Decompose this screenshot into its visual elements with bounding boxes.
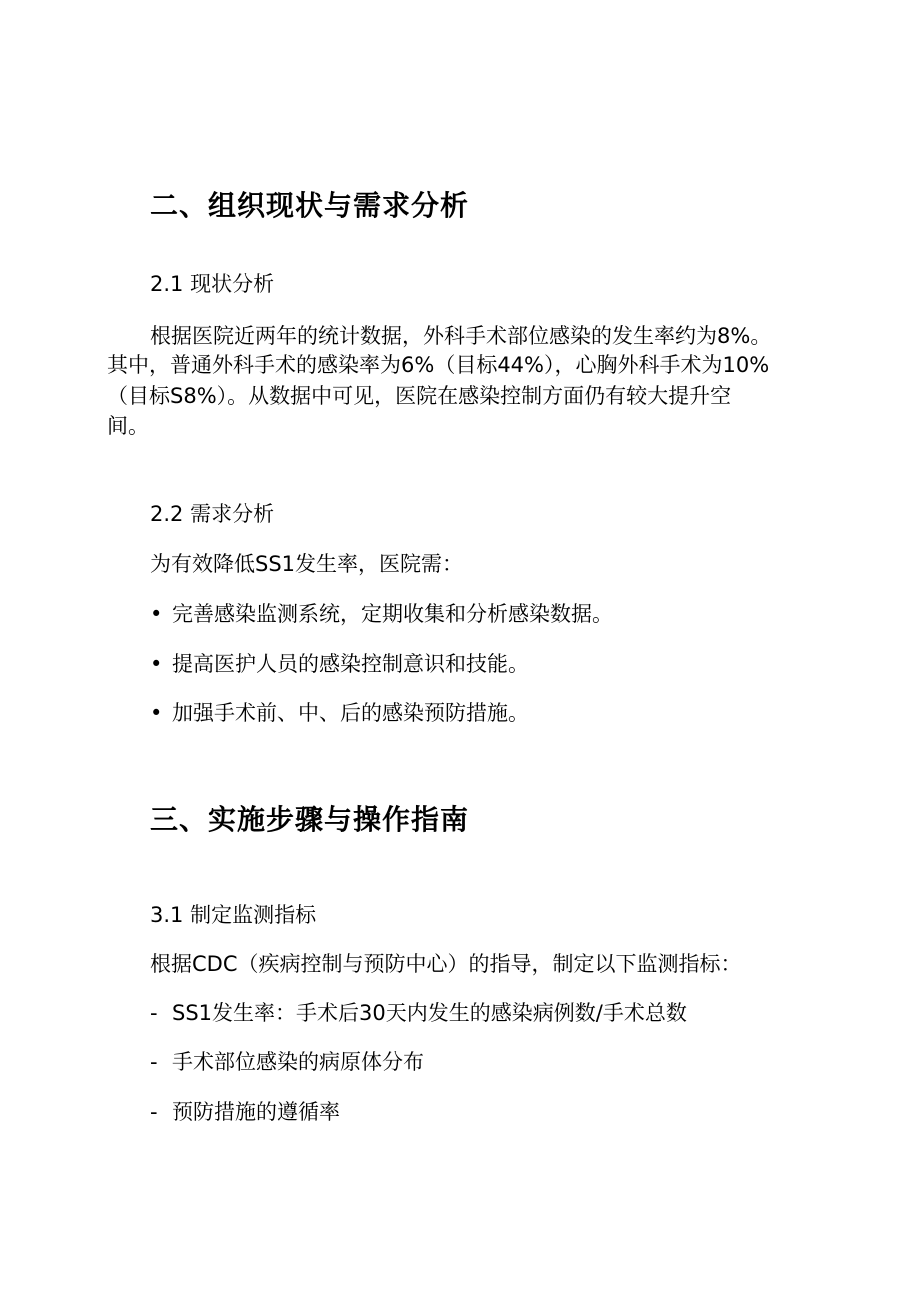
needs-intro: 为有效降低SS1发生率，医院需：: [150, 552, 464, 576]
list-item: [150, 697, 529, 727]
list-item-text: 完善感染监测系统，定期收集和分析感染数据。: [172, 602, 613, 626]
bullet-icon: •: [150, 602, 163, 626]
dash-icon: -: [150, 1100, 158, 1124]
para-line-3: （目标S8%）。从数据中可见，医院在感染控制方面仍有较大提升空: [107, 384, 732, 408]
list-item: [150, 1046, 424, 1076]
subsection-3-1-heading: 3.1 制定监测指标: [150, 903, 317, 927]
list-item: [150, 997, 687, 1027]
para-line-4: 间。: [107, 414, 149, 438]
para-line-1: 根据医院近两年的统计数据，外科手术部位感染的发生率约为8%。: [150, 324, 772, 348]
bullet-icon: •: [150, 652, 163, 676]
list-item-text: 加强手术前、中、后的感染预防措施。: [172, 701, 529, 725]
list-item: [150, 598, 613, 628]
list-item: [150, 1096, 340, 1126]
metrics-intro: 根据CDC（疾病控制与预防中心）的指导，制定以下监测指标：: [150, 952, 742, 976]
list-item-text: 预防措施的遵循率: [172, 1100, 340, 1124]
para-line-2: 其中，普通外科手术的感染率为6%（目标44%），心胸外科手术为10%: [107, 353, 770, 377]
list-item: [150, 648, 529, 678]
subsection-2-1-heading: 2.1 现状分析: [150, 272, 275, 296]
list-item-text: 提高医护人员的感染控制意识和技能。: [172, 652, 529, 676]
dash-icon: -: [150, 1050, 158, 1074]
bullet-icon: •: [150, 701, 163, 725]
list-item-text: SS1发生率：手术后30天内发生的感染病例数/手术总数: [172, 1001, 687, 1025]
dash-icon: -: [150, 1001, 158, 1025]
section-3-title: 三、实施步骤与操作指南: [150, 803, 470, 836]
list-item-text: 手术部位感染的病原体分布: [172, 1050, 424, 1074]
subsection-2-2-heading: 2.2 需求分析: [150, 502, 275, 526]
section-2-title: 二、组织现状与需求分析: [150, 189, 470, 222]
